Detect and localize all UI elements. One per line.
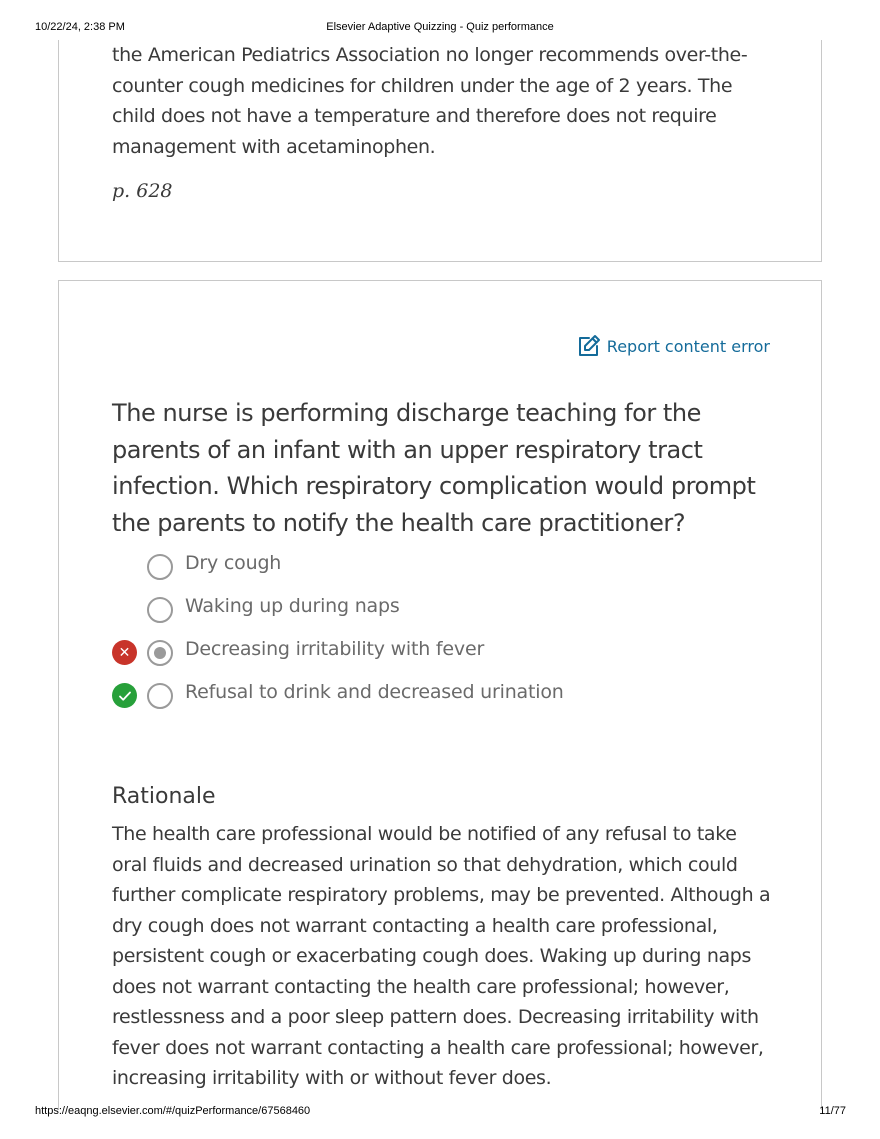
radio-button[interactable] xyxy=(147,683,173,709)
radio-button[interactable] xyxy=(147,597,173,623)
report-content-error-label: Report content error xyxy=(606,336,770,356)
correct-check-icon xyxy=(112,683,137,708)
answer-option-label: Waking up during naps xyxy=(185,595,400,617)
page-reference: p. 628 xyxy=(112,180,173,202)
answer-option[interactable] xyxy=(112,547,772,590)
answer-option[interactable] xyxy=(112,676,772,719)
question-stem: The nurse is performing discharge teaching for the parents of an infant with an upper respiratory tract infection. Which respiratory complication would prompt the parents to notify the health care practitioner? xyxy=(112,399,756,537)
previous-rationale-text: the American Pediatrics Association no longer recommends over-the-counter cough medicines for children under the age of 2 years. The child does not have a temperature and therefore does not require management with acetaminophen. xyxy=(112,44,748,158)
print-page-title: Elsevier Adaptive Quizzing - Quiz performance xyxy=(326,21,554,33)
answer-option-label: Decreasing irritability with fever xyxy=(185,638,485,660)
print-url: https://eaqng.elsevier.com/#/quizPerformance/67568460 xyxy=(35,1105,311,1117)
previous-question-card xyxy=(58,40,822,262)
radio-button[interactable] xyxy=(147,554,173,580)
print-datetime: 10/22/24, 2:38 PM xyxy=(35,21,125,33)
rationale-heading: Rationale xyxy=(112,784,216,809)
answer-option[interactable] xyxy=(112,633,772,676)
answer-option[interactable] xyxy=(112,590,772,633)
answer-option-label: Dry cough xyxy=(185,552,282,574)
print-page-number: 11/77 xyxy=(819,1105,846,1117)
answer-options xyxy=(112,547,772,719)
question-card xyxy=(58,280,822,1110)
edit-icon xyxy=(577,334,601,358)
print-header xyxy=(0,21,880,37)
print-footer xyxy=(0,1105,880,1121)
answer-option-label: Refusal to drink and decreased urination xyxy=(185,681,564,703)
radio-button-selected[interactable] xyxy=(147,640,173,666)
rationale-text: The health care professional would be notified of any refusal to take oral fluids and decreased urination so that dehydration, which could further complicate respiratory problems, may be prevented. Although a dry cough does not warrant contacting a health care professional, persistent cough or exacerbating cough does. Waking up during naps does not warrant contacting the health care professional; however, restlessness and a poor sleep pattern does. Decreasing irritability with fever does not warrant contacting a health care professional; however, increasing irritability with or without fever does. xyxy=(112,823,771,1089)
incorrect-x-icon: ✕ xyxy=(112,640,137,665)
report-content-error-link[interactable] xyxy=(577,334,770,358)
